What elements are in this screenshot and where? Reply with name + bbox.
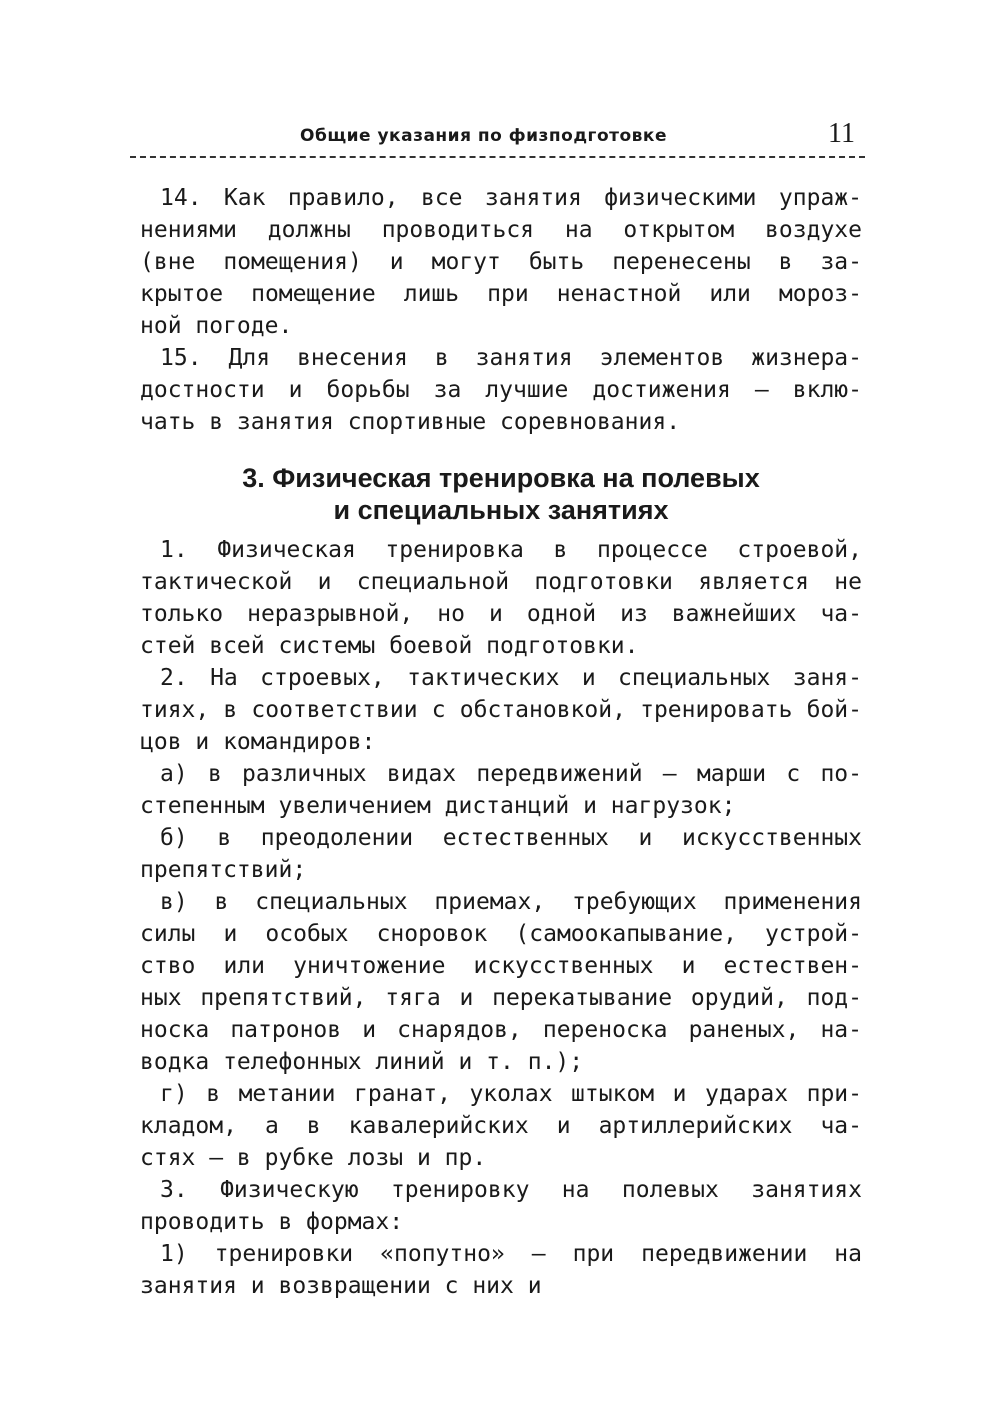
text-line: 15. Для внесения в занятия элементов жизнера- (160, 345, 862, 371)
text-line: проводить в формах: (140, 1209, 404, 1235)
text-line: 1. Физическая тренировка в процессе строевой, (160, 537, 862, 563)
text-line: 3. Физическую тренировку на полевых занятиях (160, 1177, 862, 1203)
text-line: 1) тренировки «попутно» — при передвижении на (160, 1241, 862, 1267)
text-line: в) в специальных приемах, требующих применения (160, 889, 862, 915)
text-line: (вне помещения) и могут быть перенесены в за- (140, 249, 862, 275)
text-line: крытое помещение лишь при ненастной или мороз- (140, 281, 862, 307)
text-line: 2. На строевых, тактических и специальных заня- (160, 665, 862, 691)
text-line: чать в занятия спортивные соревнования. (140, 409, 681, 435)
text-line: водка телефонных линий и т. п.); (140, 1049, 584, 1075)
running-header-title: Общие указания по физподготовке (300, 126, 667, 146)
text-line: 14. Как правило, все занятия физическими упраж- (160, 185, 862, 211)
text-line: цов и командиров: (140, 729, 376, 755)
text-line: занятия и возвращении с них и (140, 1273, 542, 1299)
section-heading-line: 3. Физическая тренировка на полевых (242, 463, 760, 493)
text-line: только неразрывной, но и одной из важнейших ча- (140, 601, 862, 627)
text-line: ство или уничтожение искусственных и естествен- (140, 953, 862, 979)
text-line: ной погоде. (140, 313, 293, 339)
text-line: б) в преодолении естественных и искусственных (160, 825, 862, 851)
running-header (130, 118, 865, 162)
text-line: г) в метании гранат, уколах штыком и ударах при- (160, 1081, 862, 1107)
text-line: силы и особых сноровок (самоокапывание, устрой- (140, 921, 862, 947)
text-line: стей всей системы боевой подготовки. (140, 633, 639, 659)
text-line: достности и борьбы за лучшие достижения — вклю- (140, 377, 862, 403)
page-number: 11 (828, 118, 855, 149)
text-line: стях — в рубке лозы и пр. (140, 1145, 487, 1171)
text-line: ных препятствий, тяга и перекатывание орудий, под- (140, 985, 862, 1011)
text-line: а) в различных видах передвижений — марши с по- (160, 761, 862, 787)
header-divider (130, 156, 865, 158)
section-heading-line: и специальных занятиях (333, 495, 669, 525)
text-line: носка патронов и снарядов, переноска раненых, на- (140, 1017, 862, 1043)
text-line: препятствий; (140, 857, 307, 883)
text-line: кладом, а в кавалерийских и артиллерийских ча- (140, 1113, 862, 1139)
text-line: тактической и специальной подготовки является не (140, 569, 862, 595)
text-line: тиях, в соответствии с обстановкой, тренировать бой- (140, 697, 862, 723)
text-line: нениями должны проводиться на открытом воздухе (140, 217, 862, 243)
text-line: степенным увеличением дистанций и нагрузок; (140, 793, 736, 819)
